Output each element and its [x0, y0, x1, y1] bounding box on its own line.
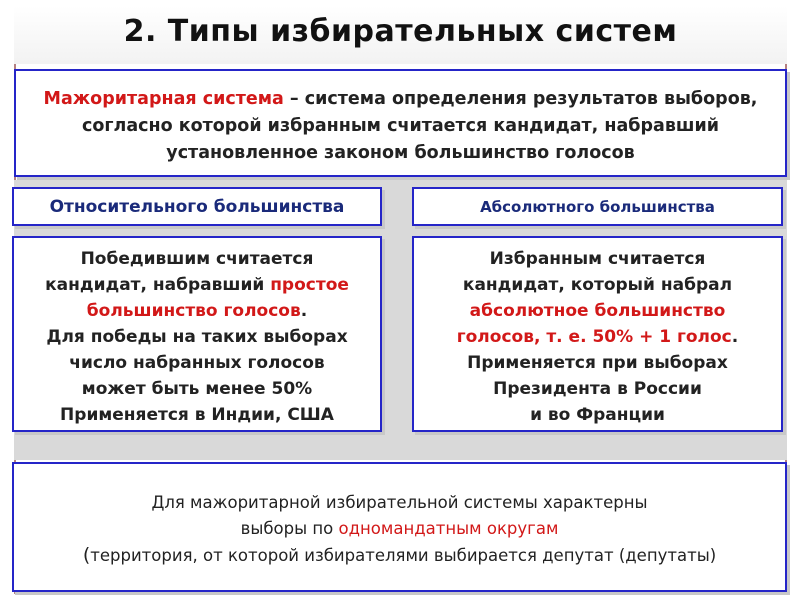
absolute-line-7: и во Франции	[530, 405, 665, 425]
relative-line-4: Для победы на таких выборах	[46, 327, 348, 347]
footer-line-2: выборы по одномандатным округам	[240, 519, 559, 538]
definition-line-2: согласно которой избранным считается кандидат, набравший	[81, 116, 720, 136]
definition-term: Мажоритарная система	[43, 89, 284, 109]
definition-box	[14, 69, 787, 177]
absolute-line-2: кандидат, который набрал	[462, 275, 733, 295]
footer-note-box	[12, 462, 787, 592]
relative-line-1: Победившим считается	[80, 249, 314, 269]
relative-line-5: число набранных голосов	[69, 353, 325, 373]
footer-line-1: Для мажоритарной избирательной системы характерны	[151, 493, 648, 512]
absolute-majority-description	[412, 236, 783, 432]
relative-line-6: может быть менее 50%	[81, 379, 313, 399]
absolute-majority-header: Абсолютного большинства	[412, 187, 783, 226]
page-title: 2. Типы избирательных систем	[123, 14, 678, 49]
absolute-line-3: абсолютное большинство	[469, 301, 726, 321]
absolute-line-6: Президента в России	[493, 379, 702, 399]
absolute-line-4: голосов, т. е. 50% + 1 голос.	[456, 327, 739, 347]
absolute-line-1: Избранным считается	[489, 249, 706, 269]
definition-line-1: Мажоритарная система – система определения результатов выборов,	[43, 89, 758, 109]
relative-line-2: кандидат, набравший простое	[45, 275, 349, 295]
relative-majority-description	[12, 236, 382, 432]
definition-line-3: установленное законом большинство голосов	[166, 143, 635, 163]
relative-line-3: большинство голосов.	[86, 301, 308, 321]
relative-line-7: Применяется в Индии, США	[60, 405, 334, 425]
footer-line-3: (территория, от которой избирателями выбирается депутат (депутаты)	[82, 544, 717, 566]
relative-majority-header: Относительного большинства	[12, 187, 382, 226]
absolute-line-5: Применяется при выборах	[467, 353, 728, 373]
